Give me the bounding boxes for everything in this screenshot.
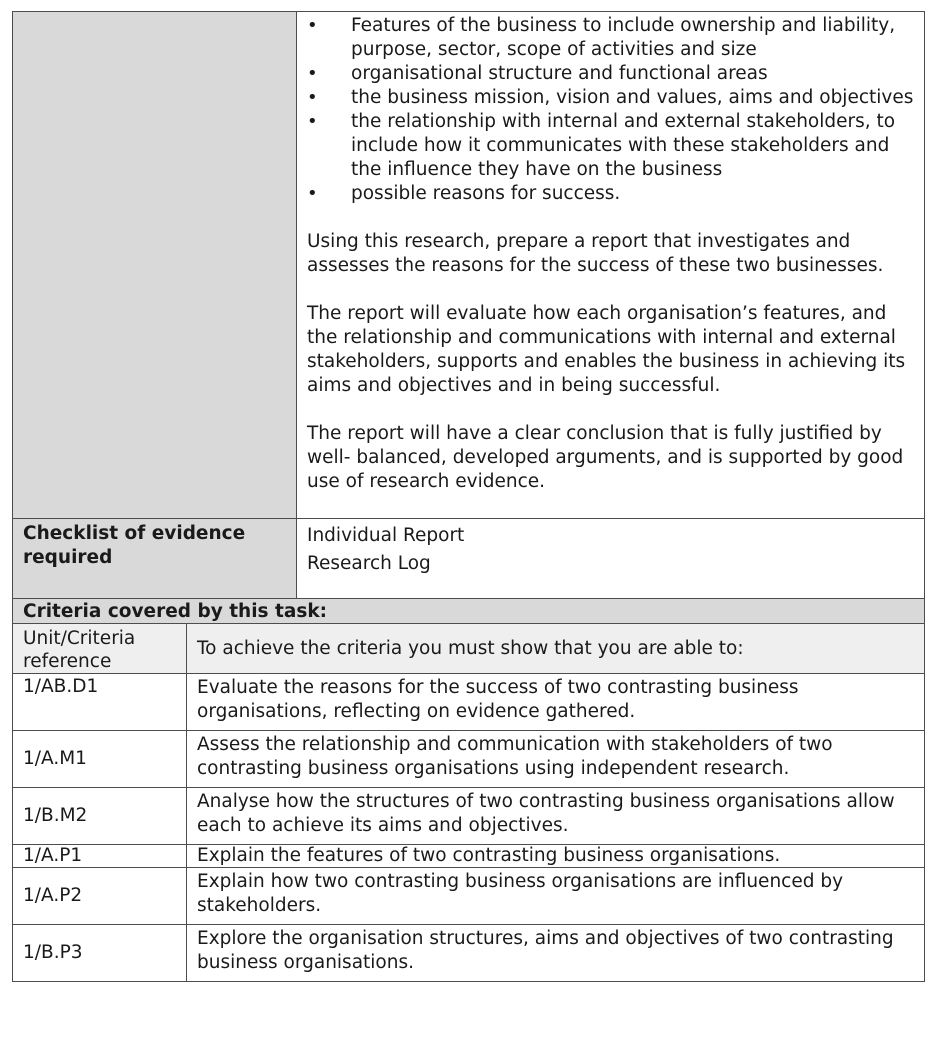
criteria-reference: 1/AB.D1 <box>13 674 187 731</box>
task-description-label-cell <box>13 12 297 519</box>
checklist-item: Research Log <box>307 553 431 574</box>
task-description-cell <box>297 12 925 519</box>
task-paragraph: The report will have a clear conclusion that is fully justified by well- balanced, developed arguments, and is supported by good use of research evidence. <box>307 423 904 492</box>
research-bullet-list <box>307 14 914 206</box>
criteria-requirement: Explain how two contrasting business organisations are influenced by stakeholders. <box>187 868 925 925</box>
criteria-heading-row <box>13 599 925 624</box>
column-header-requirement: To achieve the criteria you must show that you are able to: <box>187 624 925 674</box>
bullet-item: • organisational structure and functional areas <box>307 62 914 86</box>
criteria-requirement: Explain the features of two contrasting business organisations. <box>187 845 925 868</box>
checklist-row <box>13 519 925 599</box>
criteria-reference: 1/A.M1 <box>13 731 187 788</box>
table-row <box>13 674 925 731</box>
criteria-reference: 1/A.P1 <box>13 845 187 868</box>
table-row <box>13 788 925 845</box>
criteria-reference: 1/B.M2 <box>13 788 187 845</box>
criteria-reference: 1/B.P3 <box>13 925 187 982</box>
bullet-item: • Features of the business to include ownership and liability, purpose, sector, scope of activities and size <box>307 14 914 62</box>
table-row <box>13 731 925 788</box>
criteria-requirement: Evaluate the reasons for the success of two contrasting business organisations, reflecting on evidence gathered. <box>187 674 925 731</box>
criteria-requirement: Assess the relationship and communication with stakeholders of two contrasting business organisations using independent research. <box>187 731 925 788</box>
table-row <box>13 845 925 868</box>
table-row <box>13 925 925 982</box>
criteria-heading: Criteria covered by this task: <box>13 599 925 624</box>
task-paragraph: Using this research, prepare a report that investigates and assesses the reasons for the success of these two businesses. <box>307 231 884 276</box>
column-header-reference: Unit/Criteria reference <box>13 624 187 674</box>
table-row <box>13 868 925 925</box>
checklist-label: Checklist of evidence required <box>13 519 297 599</box>
criteria-requirement: Analyse how the structures of two contrasting business organisations allow each to achieve its aims and objectives. <box>187 788 925 845</box>
bullet-item: • the relationship with internal and external stakeholders, to include how it communicates with these stakeholders and the influence they have on the business <box>307 110 914 182</box>
task-details-table <box>12 11 925 599</box>
bullet-item: • possible reasons for success. <box>307 182 914 206</box>
task-paragraph: The report will evaluate how each organisation’s features, and the relationship and communications with internal and external stakeholders, supports and enables the business in achieving its aims and objectives and in being successful. <box>307 303 906 396</box>
checklist-items-cell <box>297 519 925 599</box>
task-description-row <box>13 12 925 519</box>
criteria-reference: 1/A.P2 <box>13 868 187 925</box>
criteria-requirement: Explore the organisation structures, aims and objectives of two contrasting business organisations. <box>187 925 925 982</box>
criteria-table <box>12 598 925 982</box>
assignment-document <box>12 11 924 982</box>
bullet-item: • the business mission, vision and values, aims and objectives <box>307 86 914 110</box>
checklist-item: Individual Report <box>307 525 465 546</box>
criteria-header-row <box>13 624 925 674</box>
